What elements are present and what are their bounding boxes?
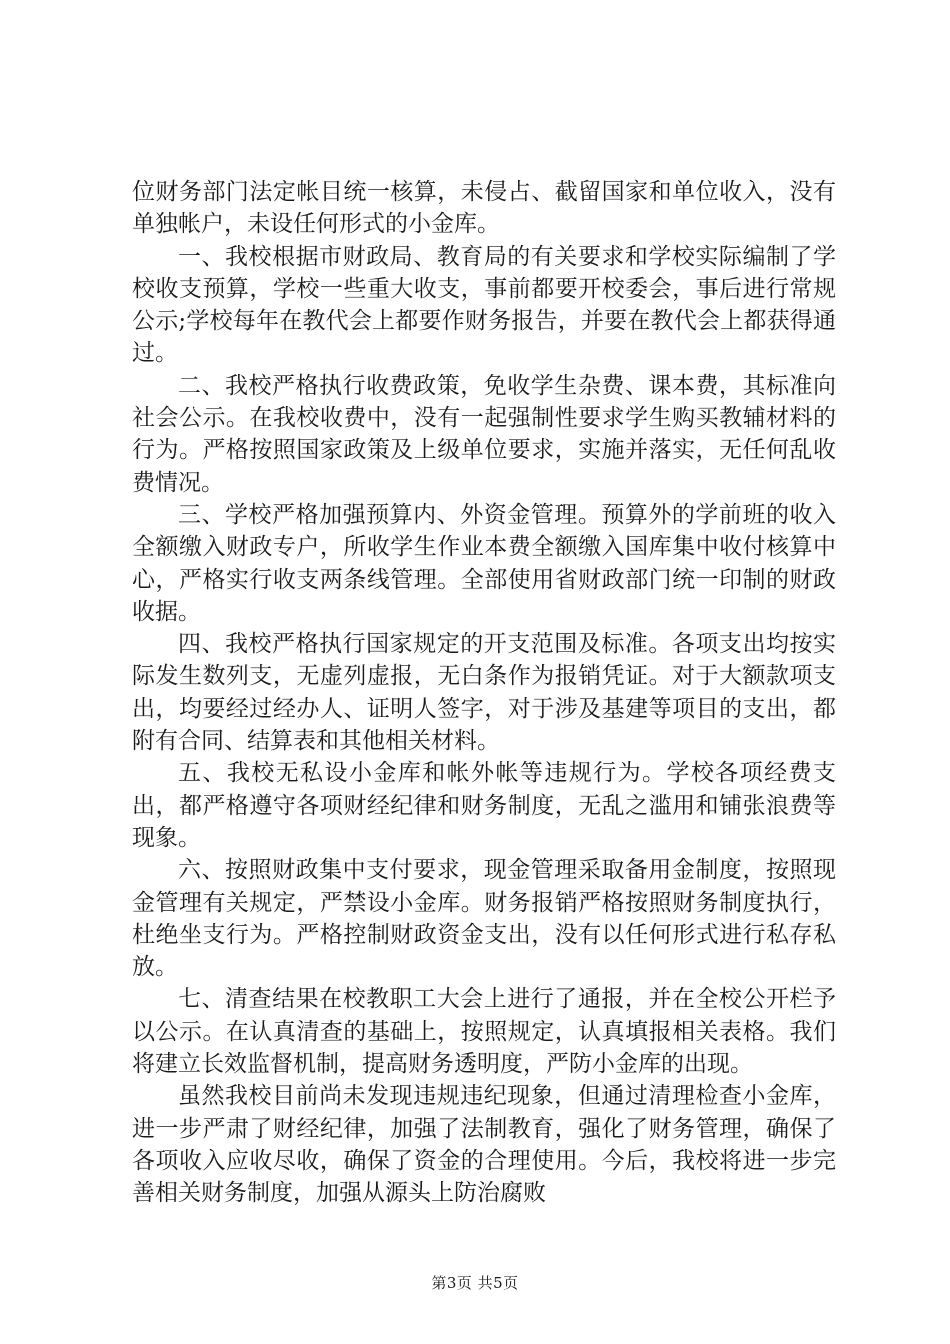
paragraph-6: 六、按照财政集中支付要求，现金管理采取备用金制度，按照现金管理有关规定，严禁设小金库。财务报销严格按照财务制度执行，杜绝坐支行为。严格控制财政资金支出，没有以任何形式进行私存私放。 — [132, 857, 836, 981]
page-footer — [0, 1272, 950, 1293]
paragraph-3: 三、学校严格加强预算内、外资金管理。预算外的学前班的收入全额缴入财政专户，所收学生作业本费全额缴入国库集中收付核算中心，严格实行收支两条线管理。全部使用省财政部门统一印制的财政收据。 — [132, 501, 836, 625]
page-number-label: 第3页 共5页 — [431, 1274, 519, 1292]
paragraph-7: 七、清查结果在校教职工大会上进行了通报，并在全校公开栏予以公示。在认真清查的基础上，按照规定，认真填报相关表格。我们将建立长效监督机制，提高财务透明度，严防小金库的出现。 — [132, 986, 836, 1078]
document-body — [132, 176, 836, 1210]
paragraph-1: 一、我校根据市财政局、教育局的有关要求和学校实际编制了学校收支预算，学校一些重大收支，事前都要开校委会，事后进行常规公示;学校每年在教代会上都要作财务报告，并要在教代会上都获得通过。 — [132, 243, 836, 367]
paragraph-5: 五、我校无私设小金库和帐外帐等违规行为。学校各项经费支出，都严格遵守各项财经纪律和财务制度，无乱之滥用和铺张浪费等现象。 — [132, 760, 836, 851]
paragraph-4: 四、我校严格执行国家规定的开支范围及标准。各项支出均按实际发生数列支，无虚列虚报，无白条作为报销凭证。对于大额款项支出，均要经过经办人、证明人签字，对于涉及基建等项目的支出，都附有合同、结算表和其他相关材料。 — [132, 631, 836, 755]
paragraph-8: 虽然我校目前尚未发现违规违纪现象，但通过清理检查小金库，进一步严肃了财经纪律，加强了法制教育，强化了财务管理，确保了各项收入应收尽收，确保了资金的合理使用。今后，我校将进一步完善相关财务制度，加强从源头上防治腐败 — [132, 1083, 836, 1207]
paragraph-0: 位财务部门法定帐目统一核算，未侵占、截留国家和单位收入，没有单独帐户，未设任何形式的小金库。 — [132, 179, 836, 238]
paragraph-2: 二、我校严格执行收费政策，免收学生杂费、课本费，其标准向社会公示。在我校收费中，没有一起强制性要求学生购买教辅材料的行为。严格按照国家政策及上级单位要求，实施并落实，无任何乱收费情况。 — [132, 372, 836, 496]
